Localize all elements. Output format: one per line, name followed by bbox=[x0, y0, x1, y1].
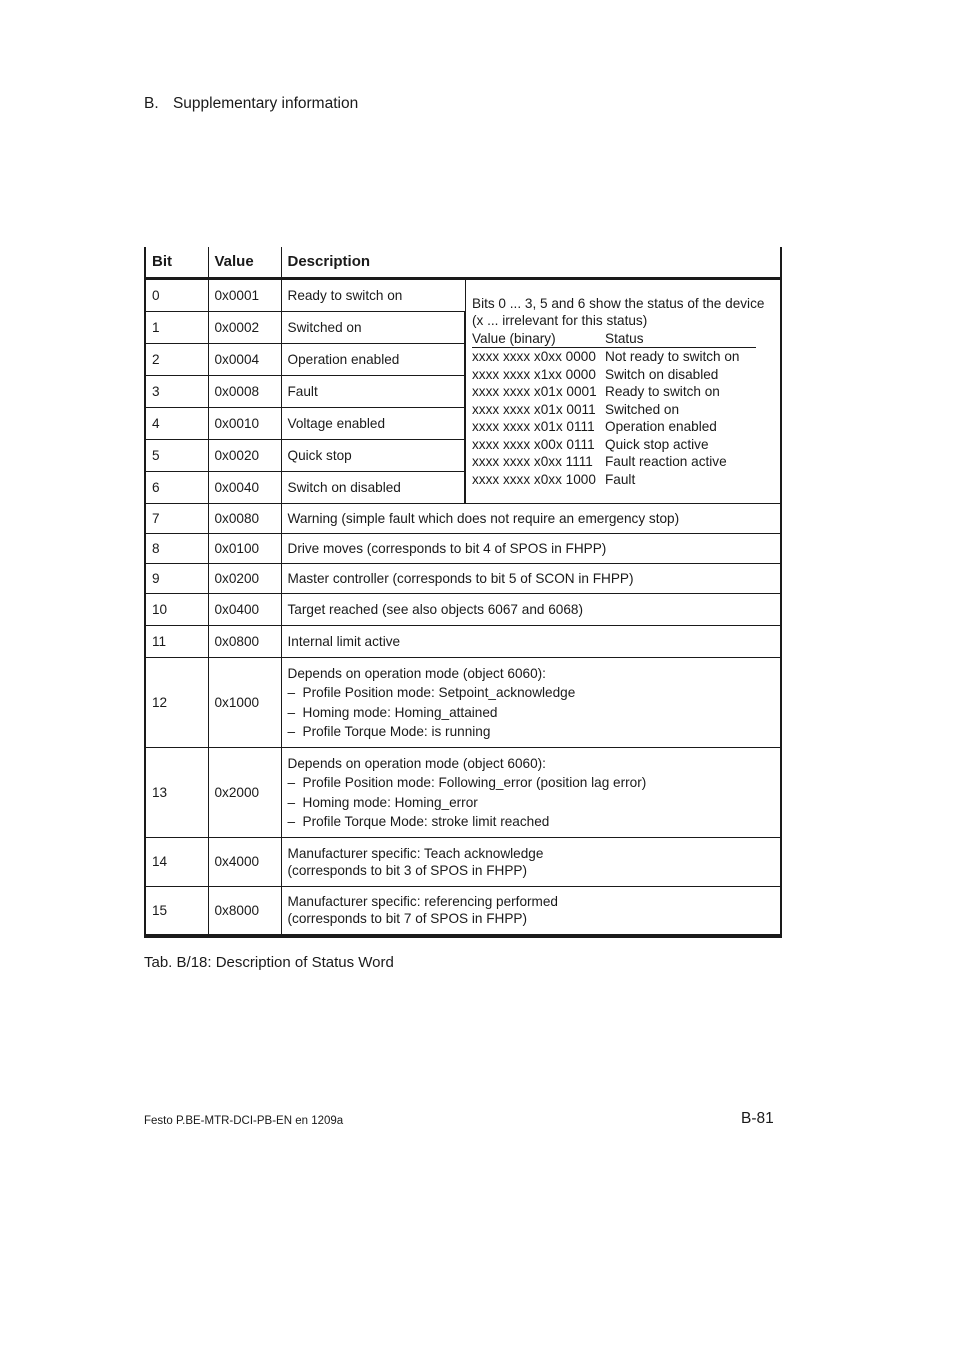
table-caption: Tab. B/18: Description of Status Word bbox=[144, 954, 394, 971]
table-row bbox=[145, 504, 781, 534]
description-cell: Switched on bbox=[281, 312, 465, 344]
note-line-2: (x ... irrelevant for this status) bbox=[472, 313, 648, 329]
bit-cell: 9 bbox=[145, 564, 208, 594]
mapping-status: Fault reaction active bbox=[605, 454, 727, 470]
list-item: – Homing mode: Homing_error bbox=[288, 793, 775, 813]
value-cell: 0x1000 bbox=[208, 658, 281, 748]
mapping-binary: xxxx xxxx x01x 0001 bbox=[472, 384, 597, 400]
bit-cell: 10 bbox=[145, 594, 208, 626]
status-mapping bbox=[472, 330, 774, 489]
status-word-table bbox=[144, 247, 782, 938]
value-cell: 0x2000 bbox=[208, 748, 281, 838]
mapping-binary: xxxx xxxx x1xx 0000 bbox=[472, 366, 596, 382]
mapping-binary: xxxx xxxx x0xx 0000 bbox=[472, 349, 596, 365]
value-cell: 0x0001 bbox=[208, 279, 281, 312]
value-cell: 0x0040 bbox=[208, 472, 281, 504]
bit-cell: 0 bbox=[145, 279, 208, 312]
description-lead: Depends on operation mode (object 6060): bbox=[287, 665, 546, 681]
description-cell: Ready to switch on bbox=[281, 279, 465, 312]
mapping-status: Not ready to switch on bbox=[605, 349, 740, 365]
column-header-bit: Bit bbox=[145, 247, 208, 279]
mapping-binary: xxxx xxxx x01x 0011 bbox=[472, 401, 596, 417]
description-cell: Fault bbox=[281, 376, 465, 408]
table-row bbox=[145, 279, 781, 312]
value-cell: 0x8000 bbox=[208, 887, 281, 936]
table-row bbox=[145, 564, 781, 594]
table-header-row bbox=[145, 247, 781, 279]
description-line: Manufacturer specific: Teach acknowledge bbox=[287, 845, 544, 861]
value-cell: 0x0002 bbox=[208, 312, 281, 344]
description-line: (corresponds to bit 7 of SPOS in FHPP) bbox=[287, 911, 527, 927]
mapping-status: Switched on bbox=[605, 401, 680, 417]
description-cell bbox=[281, 748, 781, 838]
description-cell bbox=[281, 658, 781, 748]
description-cell: Operation enabled bbox=[281, 344, 465, 376]
bit-cell: 14 bbox=[145, 838, 208, 887]
bit-cell: 7 bbox=[145, 504, 208, 534]
value-cell: 0x0008 bbox=[208, 376, 281, 408]
value-cell: 0x0004 bbox=[208, 344, 281, 376]
bit-cell: 1 bbox=[145, 312, 208, 344]
note-line-1: Bits 0 ... 3, 5 and 6 show the status of the device bbox=[472, 295, 765, 311]
table-row bbox=[145, 658, 781, 748]
description-cell bbox=[281, 887, 781, 936]
bit-cell: 12 bbox=[145, 658, 208, 748]
mapping-status: Switch on disabled bbox=[605, 366, 719, 382]
table-row bbox=[145, 594, 781, 626]
section-title: Supplementary information bbox=[172, 95, 359, 112]
bit-cell: 2 bbox=[145, 344, 208, 376]
mapping-status: Fault bbox=[605, 471, 636, 487]
bit-cell: 6 bbox=[145, 472, 208, 504]
mapping-binary: xxxx xxxx x01x 0111 bbox=[472, 419, 595, 435]
list-item: – Profile Torque Mode: stroke limit reached bbox=[288, 812, 775, 832]
description-lead: Depends on operation mode (object 6060): bbox=[287, 755, 546, 771]
description-cell: Internal limit active bbox=[281, 626, 781, 658]
footer-document-id: Festo P.BE-MTR-DCI-PB-EN en 1209a bbox=[144, 1115, 344, 1127]
description-cell: Switch on disabled bbox=[281, 472, 465, 504]
table-row bbox=[145, 887, 781, 936]
bit-cell: 13 bbox=[145, 748, 208, 838]
column-header-description: Description bbox=[281, 247, 781, 279]
list-item: – Profile Torque Mode: is running bbox=[288, 722, 775, 742]
list-item: – Homing mode: Homing_attained bbox=[288, 703, 775, 723]
bit-cell: 5 bbox=[145, 440, 208, 472]
list-item: – Profile Position mode: Following_error (position lag error) bbox=[288, 773, 775, 793]
description-cell: Master controller (corresponds to bit 5 of SCON in FHPP) bbox=[281, 564, 781, 594]
mapping-binary: xxxx xxxx x0xx 1000 bbox=[472, 471, 596, 487]
list-item: – Profile Position mode: Setpoint_acknowledge bbox=[288, 683, 775, 703]
page-number: B-81 bbox=[741, 1110, 774, 1127]
bit-cell: 11 bbox=[145, 626, 208, 658]
table-row bbox=[145, 748, 781, 838]
section-header bbox=[144, 95, 358, 113]
description-cell: Target reached (see also objects 6067 and 6068) bbox=[281, 594, 781, 626]
table-row bbox=[145, 626, 781, 658]
bit-cell: 8 bbox=[145, 534, 208, 564]
column-header-value: Value bbox=[208, 247, 281, 279]
mapping-status: Ready to switch on bbox=[605, 384, 720, 400]
mapping-status: Operation enabled bbox=[605, 419, 717, 435]
value-cell: 0x4000 bbox=[208, 838, 281, 887]
value-cell: 0x0200 bbox=[208, 564, 281, 594]
value-cell: 0x0010 bbox=[208, 408, 281, 440]
description-cell: Drive moves (corresponds to bit 4 of SPOS in FHPP) bbox=[281, 534, 781, 564]
mapping-header-status: Status bbox=[605, 330, 756, 349]
mapping-binary: xxxx xxxx x0xx 1111 bbox=[472, 454, 593, 470]
value-cell: 0x0800 bbox=[208, 626, 281, 658]
mapping-status: Quick stop active bbox=[605, 436, 709, 452]
description-line: Manufacturer specific: referencing performed bbox=[287, 893, 558, 909]
description-cell: Warning (simple fault which does not require an emergency stop) bbox=[281, 504, 781, 534]
description-cell bbox=[281, 838, 781, 887]
mapping-binary: xxxx xxxx x00x 0111 bbox=[472, 436, 595, 452]
value-cell: 0x0100 bbox=[208, 534, 281, 564]
mapping-header-binary: Value (binary) bbox=[472, 330, 605, 349]
bit-cell: 15 bbox=[145, 887, 208, 936]
table-row bbox=[145, 534, 781, 564]
description-line: (corresponds to bit 3 of SPOS in FHPP) bbox=[287, 863, 527, 878]
description-cell: Quick stop bbox=[281, 440, 465, 472]
value-cell: 0x0080 bbox=[208, 504, 281, 534]
table-row bbox=[145, 838, 781, 887]
value-cell: 0x0020 bbox=[208, 440, 281, 472]
bit-cell: 4 bbox=[145, 408, 208, 440]
description-cell: Voltage enabled bbox=[281, 408, 465, 440]
bit-cell: 3 bbox=[145, 376, 208, 408]
section-number: B. bbox=[144, 95, 159, 112]
status-combinations-note bbox=[465, 279, 781, 504]
value-cell: 0x0400 bbox=[208, 594, 281, 626]
